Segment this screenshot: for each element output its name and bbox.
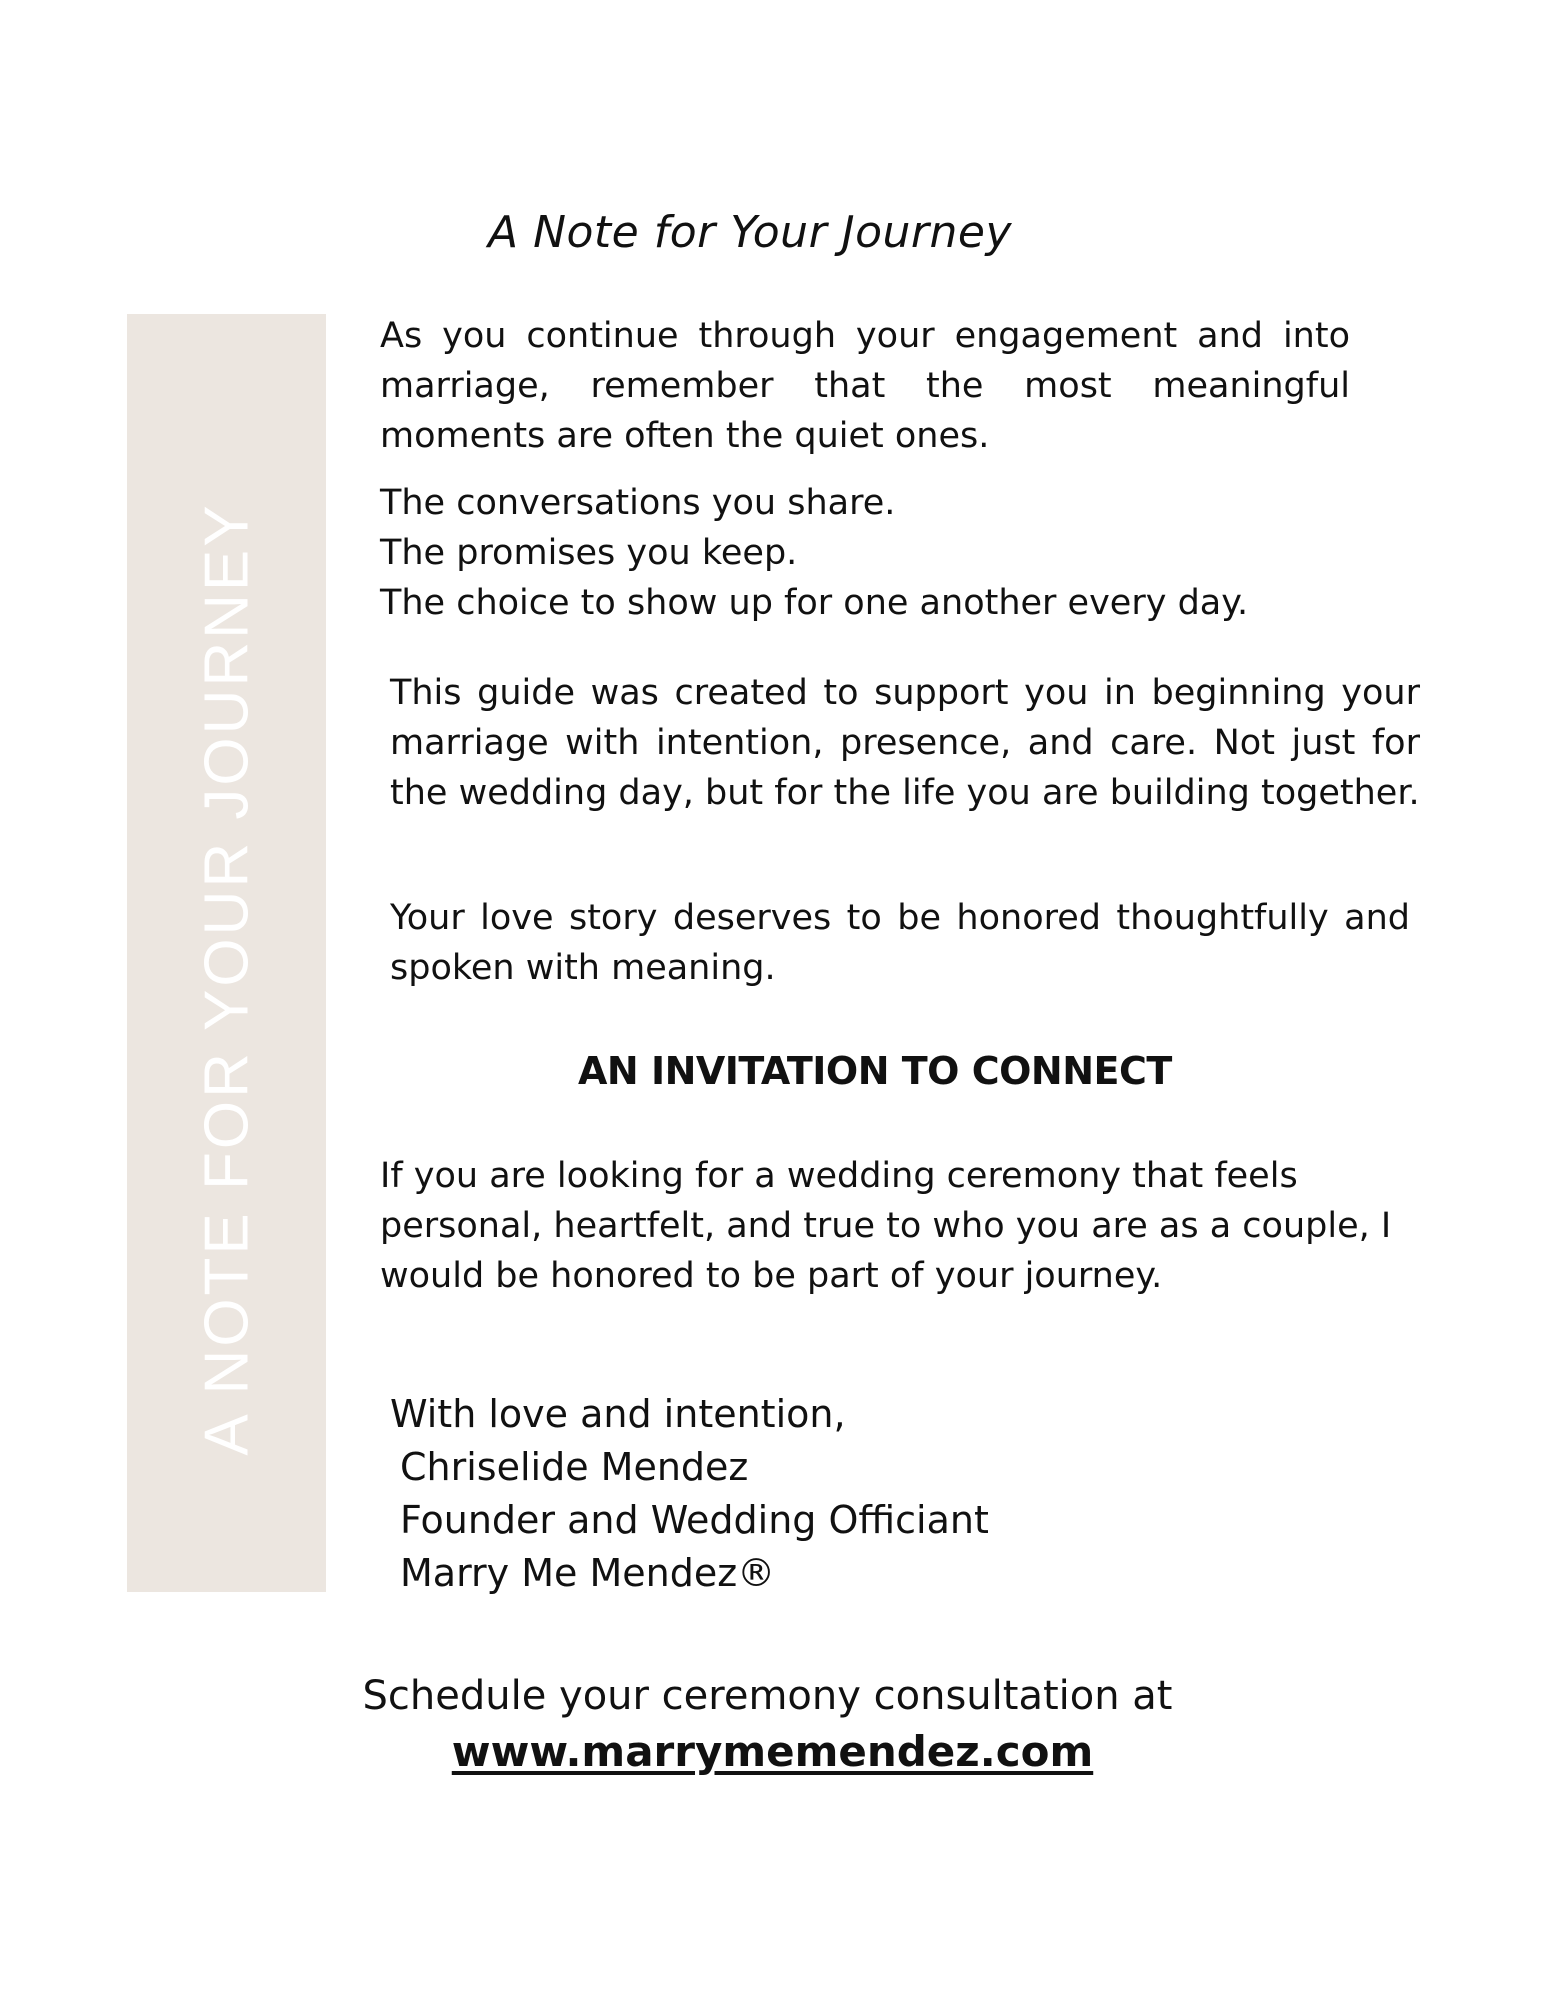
side-banner <box>127 314 326 1592</box>
quiet-moment-line-2: The promises you keep. <box>380 533 798 573</box>
section-heading: AN INVITATION TO CONNECT <box>578 1049 1172 1093</box>
signoff <box>390 1388 989 1600</box>
quiet-moment-line-1: The conversations you share. <box>380 483 896 523</box>
call-to-action <box>0 1668 1545 1781</box>
paragraph-love-story: Your love story deserves to be honored thoughtfully and spoken with meaning. <box>390 898 1410 988</box>
paragraph-quiet-moments <box>380 478 1380 628</box>
signoff-company: Marry Me Mendez® <box>400 1551 776 1595</box>
website-link[interactable]: www.marrymemendez.com <box>451 1727 1094 1776</box>
page-title: A Note for Your Journey <box>488 207 1013 259</box>
quiet-moment-line-3: The choice to show up for one another every day. <box>380 583 1249 623</box>
signoff-role: Founder and Wedding Officiant <box>400 1498 989 1542</box>
paragraph-guide-purpose: This guide was created to support you in beginning your marriage with intention, presence, and care. Not just for the wedding day, but for the life you are building together. <box>390 673 1420 813</box>
side-banner-label: A NOTE FOR YOUR JOURNEY <box>192 501 261 1456</box>
paragraph-invitation: If you are looking for a wedding ceremony that feels personal, heartfelt, and true to who you are as a couple, I would be honored to be part of your journey. <box>380 1156 1392 1296</box>
cta-text: Schedule your ceremony consultation at <box>362 1673 1173 1719</box>
paragraph-intro: As you continue through your engagement and into marriage, remember that the most meaningful moments are often the quiet ones. <box>380 316 1350 456</box>
signoff-closing: With love and intention, <box>390 1392 846 1436</box>
signoff-name: Chriselide Mendez <box>400 1445 749 1489</box>
